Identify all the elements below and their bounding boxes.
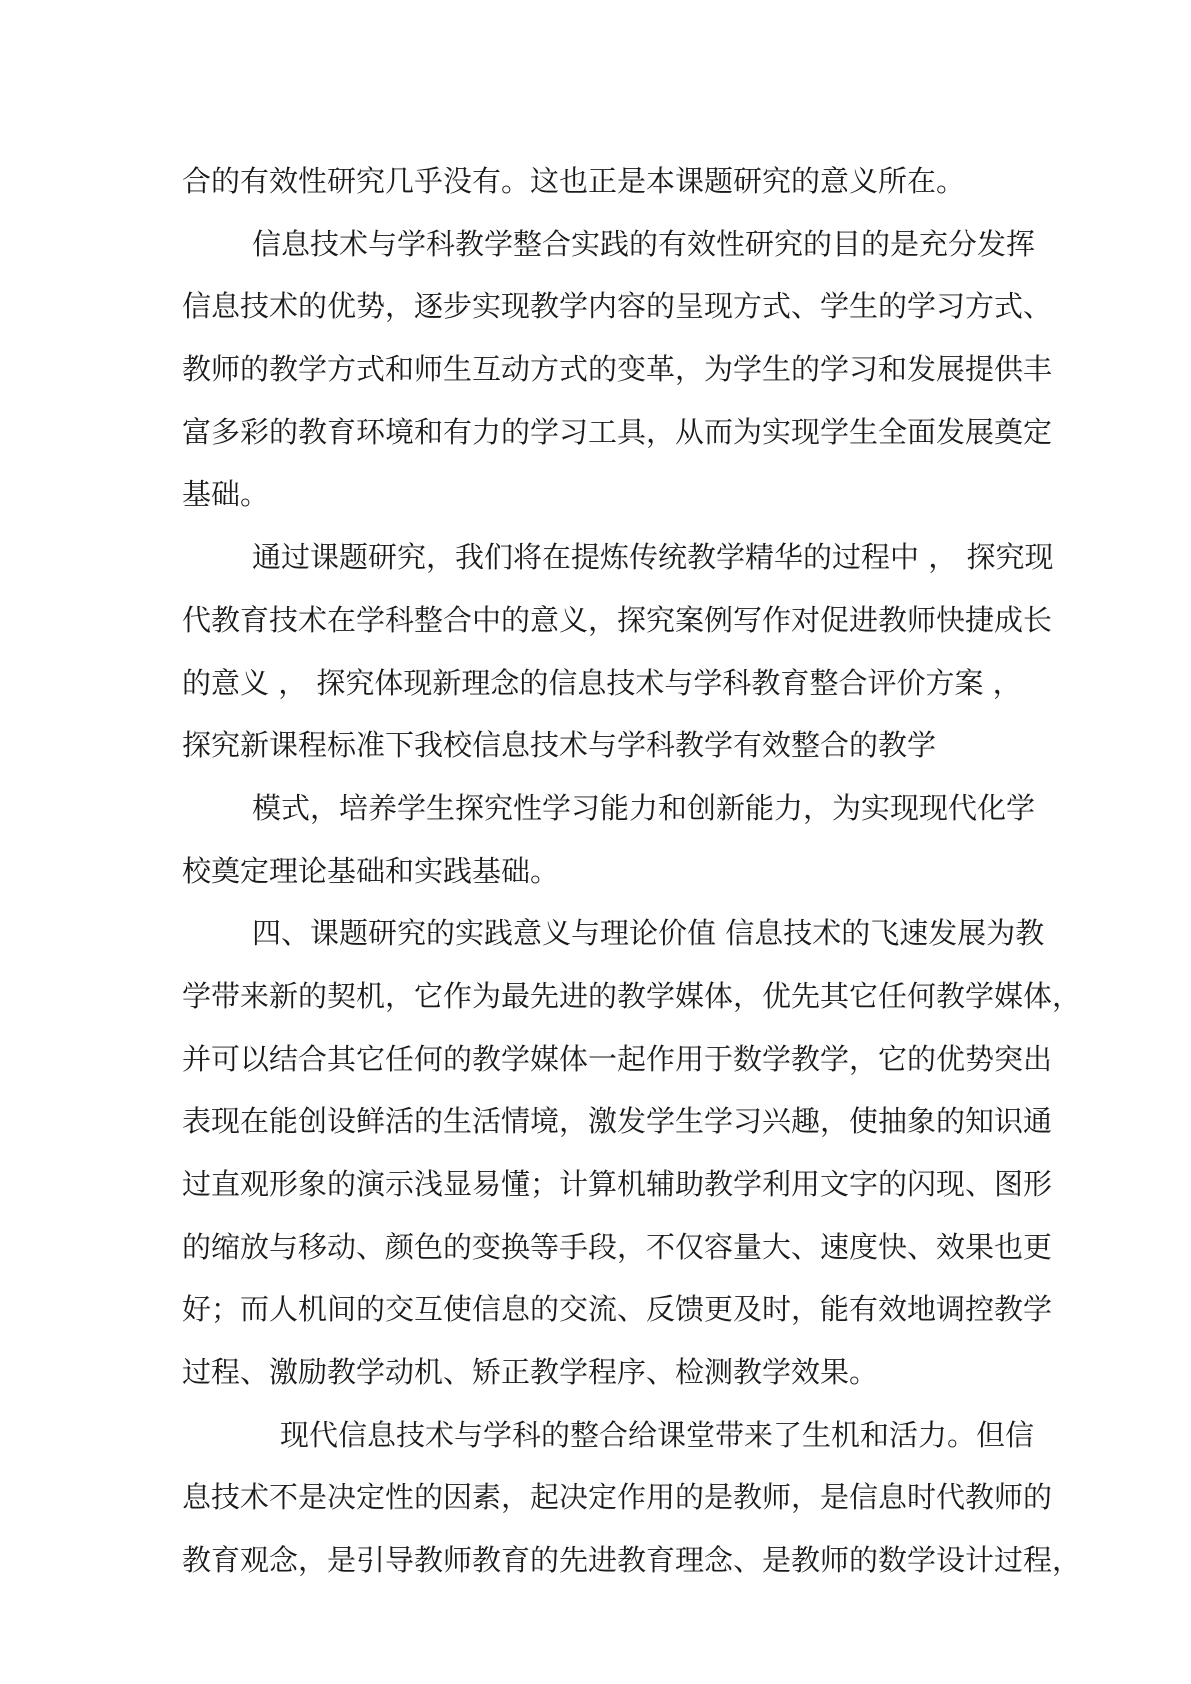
text-line: 现代信息技术与学科的整合给课堂带来了生机和活力。但信 [280, 1417, 1035, 1452]
text-line: 通过课题研究，我们将在提炼传统教学精华的过程中 ， 探究现 [252, 540, 1054, 575]
text-line: 校奠定理论基础和实践基础。 [182, 853, 560, 888]
text-line: 教师的教学方式和师生互动方式的变革，为学生的学习和发展提供丰 [182, 352, 1053, 387]
body-text [182, 150, 1082, 1592]
text-line: 息技术不是决定性的因素，起决定作用的是教师，是信息时代教师的 [182, 1480, 1053, 1515]
text-line: 过直观形象的演示浅显易懂；计算机辅助教学利用文字的闪现、图形 [182, 1167, 1053, 1201]
text-line: 好；而人机间的交互使信息的交流、反馈更及时，能有效地调控教学 [182, 1292, 1053, 1327]
text-line: 信息技术的优势，逐步实现教学内容的呈现方式、学生的学习方式、 [182, 289, 1053, 324]
text-line: 代教育技术在学科整合中的意义，探究案例写作对促进教师快捷成长 [182, 602, 1053, 637]
text-line: 富多彩的教育环境和有力的学习工具，从而为实现学生全面发展奠定 [182, 414, 1053, 449]
text-line: 并可以结合其它任何的教学媒体一起作用于数学教学，它的优势突出 [182, 1041, 1053, 1076]
text-line: 过程、激励教学动机、矫正教学程序、检测教学效果。 [182, 1355, 879, 1390]
text-line: 表现在能创设鲜活的生活情境，激发学生学习兴趣，使抽象的知识通 [182, 1104, 1053, 1139]
text-line: 信息技术与学科教学整合实践的有效性研究的目的是充分发挥 [252, 226, 1036, 261]
text-line: 探究新课程标准下我校信息技术与学科教学有效整合的教学 [182, 728, 937, 763]
text-line: 学带来新的契机，它作为最先进的教学媒体，优先其它任何教学媒体， [182, 978, 1082, 1013]
text-line: 的意义 ， 探究体现新理念的信息技术与学科教育整合评价方案 ， [182, 665, 1022, 700]
text-line: 的缩放与移动、颜色的变换等手段，不仅容量大、速度快、效果也更 [182, 1229, 1053, 1264]
text-line: 模式，培养学生探究性学习能力和创新能力，为实现现代化学 [252, 790, 1036, 825]
text-line: 教育观念，是引导教师教育的先进教育理念、是教师的数学设计过程， [182, 1543, 1082, 1578]
text-line: 基础。 [182, 477, 270, 512]
text-line: 合的有效性研究几乎没有。这也正是本课题研究的意义所在。 [182, 164, 966, 198]
text-line: 四、课题研究的实践意义与理论价值 信息技术的飞速发展为教 [252, 916, 1045, 951]
